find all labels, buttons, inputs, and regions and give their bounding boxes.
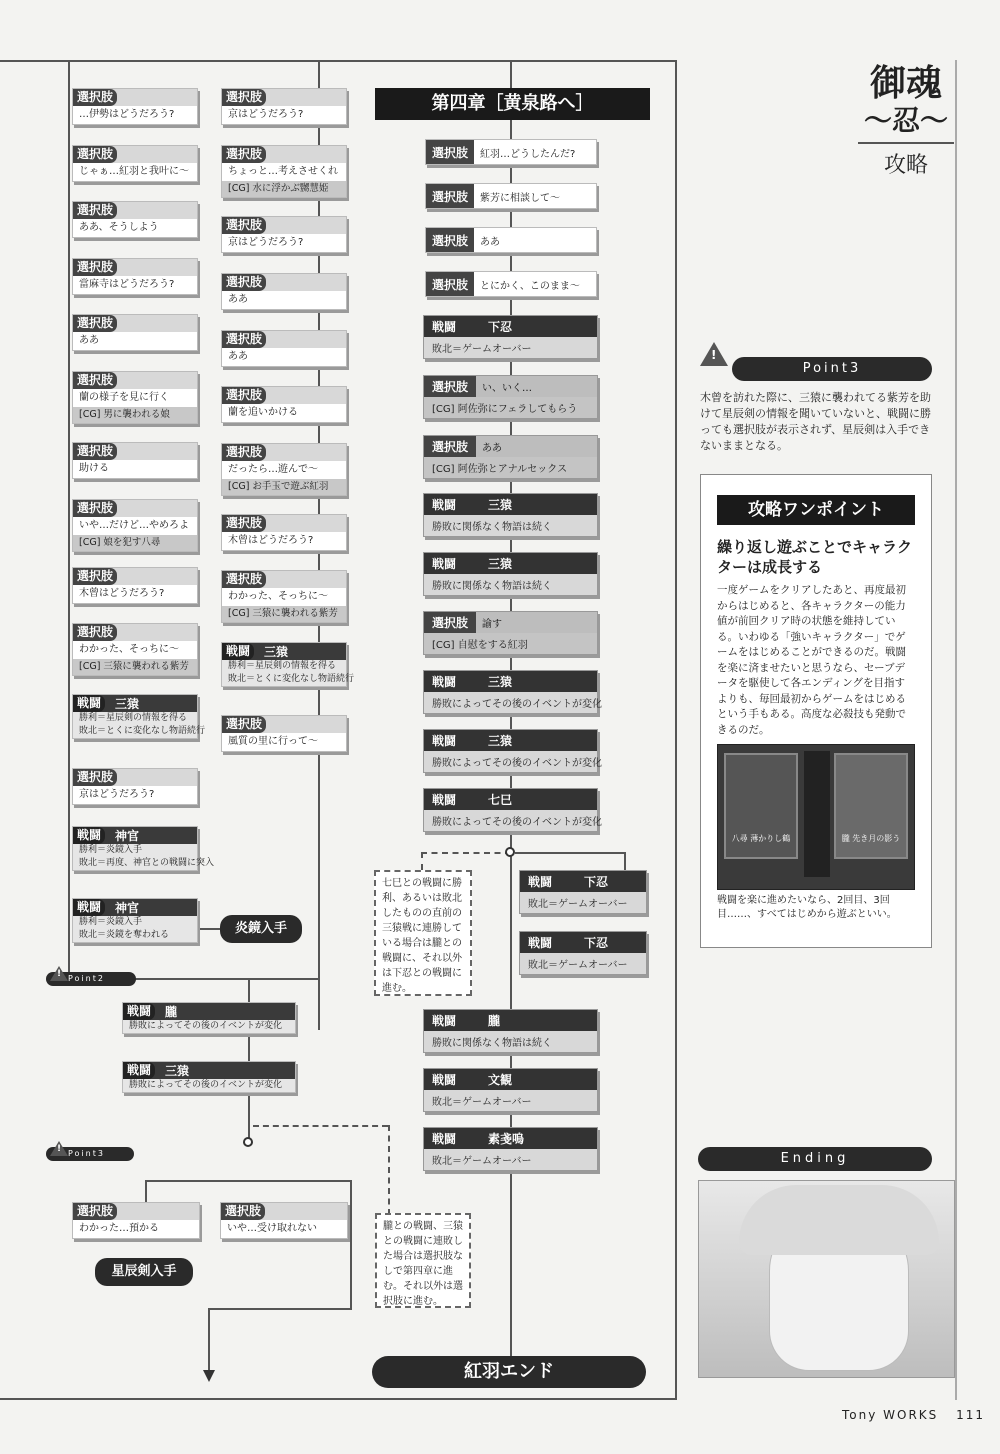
node-header [73,695,197,712]
col2-node [221,145,347,198]
seishin-pill: 星辰剣入手 [95,1258,193,1286]
node-header [424,730,597,751]
node-tag: 選択肢 [73,372,117,389]
lowerleft-node [122,1002,296,1034]
chapter4-title: 第四章［黄泉路へ］ [375,88,650,120]
node-tag: 選択肢 [73,1203,117,1220]
node-header [424,316,597,337]
col1-node [72,258,198,295]
node-tag: 戦闘 [73,827,105,844]
col2-node [221,88,347,125]
node-header [222,716,346,733]
node-sub: 敗北＝炎鏡を奪われる [73,929,197,942]
ending-image [698,1180,955,1378]
col2-node [221,570,347,623]
mid-lower-node [423,1127,598,1171]
mid-branch-node [505,847,515,857]
col1-node [72,88,198,125]
branch-dash-v [388,1125,390,1215]
node-text: じゃぁ…紅羽と我叶に～ [79,166,189,177]
point3-warning-icon: ! [50,1141,68,1156]
node-header [424,553,597,574]
node-text: 當麻寺はどうだろう? [79,279,175,290]
note-mid: 七巳との戦闘に勝利、あるいは敗北したものの直前の三猿戦に連勝している場合は朧との戦闘に、それ以外は下忍との戦闘に進む。 [374,870,472,996]
node-tag: 選択肢 [73,769,117,786]
node-sub: 勝敗によってその後のイベントが変化 [424,810,597,831]
node-cg: [CG] 阿佐弥とアナルセックス [424,457,597,478]
mid-choice-tag: 選択肢 [426,228,474,252]
node-sub: 勝利＝炎鏡入手 [73,844,197,857]
col1-flow-line [68,60,70,980]
node-tag: 選択肢 [222,571,266,588]
node-header [222,331,346,348]
mid-choice-tag: 選択肢 [426,272,474,296]
node-header [424,612,597,633]
col2-node [221,330,347,367]
branch-node [243,1137,253,1147]
node-name: 文観 [488,1073,513,1087]
ending-title: Ending [780,1151,850,1166]
node-header [424,1069,597,1090]
node-header [222,89,346,106]
mid-branch-h [515,852,625,854]
node-header [73,259,197,276]
brand-block [858,62,954,179]
node-cg: [CG] 娘を犯す八尋 [73,535,197,551]
node-header [222,274,346,291]
node-tag: 選択肢 [73,259,117,276]
node-text: 蘭を追いかける [228,407,298,418]
node-name: 三猿 [488,675,513,689]
node-text: だったら…遊んで～ [228,464,318,475]
mid-branch-v [624,852,626,872]
lowerleft-node [122,1061,296,1093]
node-text: わかった…預かる [79,1223,159,1234]
node-header [424,1128,597,1149]
node-text: いや…だけど…やめろよ [79,520,189,531]
footer [842,1408,985,1422]
node-text: 京はどうだろう? [228,109,304,120]
node-cg: [CG] 阿佐弥にフェラしてもらう [424,397,597,418]
node-tag: 戦闘 [432,320,457,334]
node-tag: 選択肢 [73,89,117,106]
node-text: …伊勢はどうだろう? [79,109,175,120]
node-name: 三猿 [488,557,513,571]
node-text: ああ [228,294,248,305]
node-text: わかった、そっちに～ [228,591,328,602]
point3-title: Point3 [802,361,862,376]
col2-node [221,514,347,551]
col2-node [221,216,347,253]
node-tag: 戦闘 [528,875,553,889]
onepoint-box [700,474,932,948]
node-sub: 敗北＝ゲームオーバー [424,1090,597,1111]
node-text: いや…受け取れない [227,1223,317,1234]
onepoint-heading: 繰り返し遊ぶことでキャラクターは成長する [717,538,913,576]
node-tag: 戦闘 [432,557,457,571]
mid-choice-tag: 選択肢 [426,184,474,208]
node-sub: 勝利＝星辰剣の情報を得る [73,712,197,725]
sidebar [690,340,945,454]
node-header [73,146,197,163]
node-tag: 選択肢 [222,89,266,106]
branch-bottom [208,1308,350,1310]
mid-choice-text: ああ [480,236,501,248]
node-tag: 選択肢 [222,274,266,291]
onepoint-title: 攻略ワンポイント [717,495,915,525]
node-name: 三猿 [488,734,513,748]
node-text: 助ける [79,463,109,474]
node-name: 下忍 [488,320,513,334]
enkyo-pill: 炎鏡入手 [220,915,302,943]
node-cg: [CG] 三猿に襲われる紫芳 [73,659,197,675]
node-tag: 戦闘 [432,1073,457,1087]
node-tag: 戦闘 [432,734,457,748]
ending-image-hair [739,1185,939,1255]
node-header [221,1203,347,1220]
node-header [424,1010,597,1031]
col2-node [221,443,347,496]
node-tag: 選択肢 [73,624,117,641]
node-header [73,1203,199,1220]
node-text: わかった、そっちに～ [79,644,179,655]
node-header [73,568,197,585]
enkyo-connector [200,928,222,930]
node-text: 蘭の様子を見に行く [79,392,169,403]
node-header [73,624,197,641]
col1-node [72,499,198,552]
node-header [73,769,197,786]
node-name: 神官 [115,829,140,843]
node-text: 京はどうだろう? [79,789,155,800]
node-cg: [CG] 水に浮かぶ嬲慧姫 [222,181,346,197]
branch-right [350,1180,352,1310]
mid-choice-text: とにかく、このまま～ [480,280,580,292]
node-header [73,89,197,106]
mid-choice [425,271,597,297]
node-name: 七巳 [488,793,513,807]
node-tag: 選択肢 [222,716,266,733]
node-tag: 戦闘 [432,675,457,689]
node-tag: 戦闘 [123,1062,155,1079]
node-tag: 選択肢 [424,436,476,457]
node-tag: 選択肢 [73,202,117,219]
node-name: 三猿 [165,1064,190,1078]
shot-caption: 戦闘を楽に進めたいなら、2回目、3回目……、すべてはじめから遊ぶといい。 [717,895,897,920]
node-header [73,372,197,389]
node-tag: 選択肢 [221,1203,265,1220]
node-tag: 選択肢 [222,444,266,461]
node-header [424,494,597,515]
node-sub: 勝敗によってその後のイベントが変化 [123,1020,295,1033]
node-header [222,387,346,404]
shot-right-label: 朧 先き月の影う [841,834,901,843]
node-sub: 勝敗に関係なく物語は続く [424,515,597,536]
down-arrow [203,1370,215,1382]
node-header [424,376,597,397]
branch-right-node [519,931,647,975]
bottom-choice-node [72,1202,200,1239]
node-name: 素戔嗚 [488,1132,525,1146]
node-name: 下忍 [584,875,609,889]
note-mid-dash-h [421,852,511,854]
node-name: 三猿 [488,498,513,512]
node-header [222,444,346,461]
note-left: 朧との戦闘、三猿との戦闘に連敗した場合は選択肢なしで第四章に進む。それ以外は選択肢に進む。 [375,1213,471,1308]
node-sub: 勝利＝炎鏡入手 [73,916,197,929]
node-name: ああ [482,443,503,454]
point3-bar [732,357,932,381]
node-header [222,643,346,660]
shot-left-label: 八尋 薄かりし鶴 [731,834,791,843]
node-header [73,315,197,332]
point3-header [690,340,945,376]
branch-dash-h [253,1125,388,1127]
node-header [424,436,597,457]
node-tag: 選択肢 [73,315,117,332]
node-text: 木曾はどうだろう? [79,588,165,599]
mid-choice [425,227,597,253]
col1-node [72,623,198,676]
brand-subtitle: ～忍～ [863,104,948,137]
mid-choice-text: 紅羽…どうしたんだ? [480,148,576,160]
node-name: 下忍 [584,936,609,950]
node-sub: 敗北＝とくに変化なし物語続行 [222,673,346,686]
col1-node [72,314,198,351]
node-tag: 戦闘 [528,936,553,950]
node-tag: 選択肢 [73,146,117,163]
mid-lower-node [423,1009,598,1053]
node-header [73,443,197,460]
branch-right-node [519,870,647,914]
col1-node [72,768,198,805]
node-header [73,202,197,219]
col3-flow-line [510,60,512,1370]
onepoint-text: 一度ゲームをクリアしたあと、再度最初からはじめると、各キャラクターの能力値が前回クリア時の状態を維持している。いわゆる「強いキャラクター」でゲームをはじめることができるのだ。戦闘を楽に済ませたいと思うなら、セーブデータを駆使して各エンディングを目指すよりも、毎回最初からゲームをはじめるという手もある。高度な必殺技も発動できるのだ。 [717,584,906,736]
ending-bar [698,1147,932,1171]
node-text: ああ [79,335,99,346]
col1-node [72,442,198,479]
right-rule [675,60,677,1400]
point3-text: 木曾を訪れた際に、三猿に襲われてる紫芳を助けて星辰剣の情報を聞いていないと、戦闘に勝っても選択肢が表示されず、星辰剣は入手できないままとなる。 [700,391,931,452]
node-sub: 敗北＝ゲームオーバー [424,1149,597,1170]
node-sub: 勝利＝星辰剣の情報を得る [222,660,346,673]
node-sub: 敗北＝とくに変化なし物語続行 [73,725,197,738]
node-cg: [CG] 自慰をする紅羽 [424,633,597,654]
col1-node [72,898,198,943]
node-name: 諭す [482,619,503,630]
node-text: 京はどうだろう? [228,237,304,248]
col1-node [72,826,215,871]
node-header [73,899,197,916]
mid-choice [425,139,597,165]
node-name: 神官 [115,901,140,915]
node-tag: 選択肢 [222,387,266,404]
mid-flow-node [423,315,598,359]
node-header [424,789,597,810]
node-tag: 戦闘 [222,643,254,660]
node-tag: 選択肢 [73,500,117,517]
node-tag: 選択肢 [424,612,476,633]
col1-node [72,694,206,739]
node-header [222,571,346,588]
node-header [222,515,346,532]
shot-center-panel [804,751,830,877]
footer-publisher: Tony WORKS [842,1408,939,1422]
node-header [73,827,197,844]
brand-title: 御魂 [869,62,942,104]
node-sub: 敗北＝ゲームオーバー [520,953,646,974]
mid-choice-tag: 選択肢 [426,140,474,164]
node-header [222,217,346,234]
node-sub: 敗北＝ゲームオーバー [520,892,646,913]
node-text: 風質の里に行って～ [228,736,318,747]
sidebar-rule [955,60,957,1400]
node-cg: [CG] 三猿に襲われる紫芳 [222,606,346,622]
ending-pill: 紅羽エンド [372,1356,646,1388]
node-sub: 勝敗によってその後のイベントが変化 [424,692,597,713]
node-text: ああ、そうしよう [79,222,159,233]
node-name: 朧 [165,1005,178,1019]
node-sub: 敗北＝再度、神官との戦闘に突入 [73,857,197,870]
mid-choice-text: 紫芳に相談して～ [480,192,561,204]
col1-node [72,567,198,604]
note-mid-dash [421,852,423,870]
footer-page: 111 [956,1408,986,1422]
node-cg: [CG] お手玉で遊ぶ紅羽 [222,479,346,495]
node-header [123,1062,295,1079]
bottom-choice-node [220,1202,348,1239]
node-name: 三猿 [264,645,289,659]
bottom-rule [0,1398,675,1400]
mid-flow-node [423,670,602,714]
mid-flow-node [423,552,598,596]
node-header [424,671,597,692]
node-sub: 勝敗によってその後のイベントが変化 [123,1079,295,1092]
node-tag: 戦闘 [73,695,105,712]
col2-node [221,386,347,423]
node-name: い、いく… [482,383,533,394]
point2-label: Point2 [68,974,105,983]
node-cg: [CG] 男に襲われる娘 [73,407,197,423]
mid-flow-node [423,375,598,419]
node-tag: 選択肢 [222,217,266,234]
node-tag: 戦闘 [73,899,105,916]
node-tag: 戦闘 [432,1132,457,1146]
onepoint-screenshot [717,744,915,890]
node-header [123,1003,295,1020]
top-rule [0,60,675,62]
node-tag: 戦闘 [123,1003,155,1020]
sidebar-warning-icon: ! [700,342,728,366]
mid-choice [425,183,597,209]
node-text: ちょっと…考えさせくれ [228,166,338,177]
col2-node [221,642,355,687]
brand-divider [858,142,954,144]
branch-h [145,1180,350,1182]
branch-down [208,1308,210,1370]
node-tag: 選択肢 [73,443,117,460]
node-tag: 選択肢 [73,568,117,585]
point2-warning-icon: ! [50,966,68,981]
mid-flow-node [423,435,598,479]
node-sub: 勝敗に関係なく物語は続く [424,1031,597,1052]
node-header [520,871,646,892]
node-header [73,500,197,517]
mid-flow-node [423,729,602,773]
node-header [520,932,646,953]
node-text: 木曾はどうだろう? [228,535,314,546]
brand-section: 攻略 [883,153,928,178]
node-text: ああ [228,351,248,362]
mid-lower-node [423,1068,598,1112]
node-tag: 選択肢 [424,376,476,397]
node-tag: 戦闘 [432,1014,457,1028]
col2-node [221,273,347,310]
node-tag: 選択肢 [222,331,266,348]
mid-flow-node [423,611,598,655]
col1-node [72,145,198,182]
node-tag: 選択肢 [222,146,266,163]
node-header [222,146,346,163]
col1-node [72,371,198,424]
node-sub: 勝敗によってその後のイベントが変化 [424,751,597,772]
mid-flow-node [423,493,598,537]
node-tag: 戦闘 [432,498,457,512]
node-name: 三猿 [115,697,140,711]
point3-label: Point3 [68,1149,105,1158]
mid-flow-node [423,788,602,832]
col2-node [221,715,347,752]
node-tag: 戦闘 [432,793,457,807]
node-tag: 選択肢 [222,515,266,532]
node-name: 朧 [488,1014,501,1028]
node-sub: 敗北＝ゲームオーバー [424,337,597,358]
col1-node [72,201,198,238]
node-sub: 勝敗に関係なく物語は続く [424,574,597,595]
